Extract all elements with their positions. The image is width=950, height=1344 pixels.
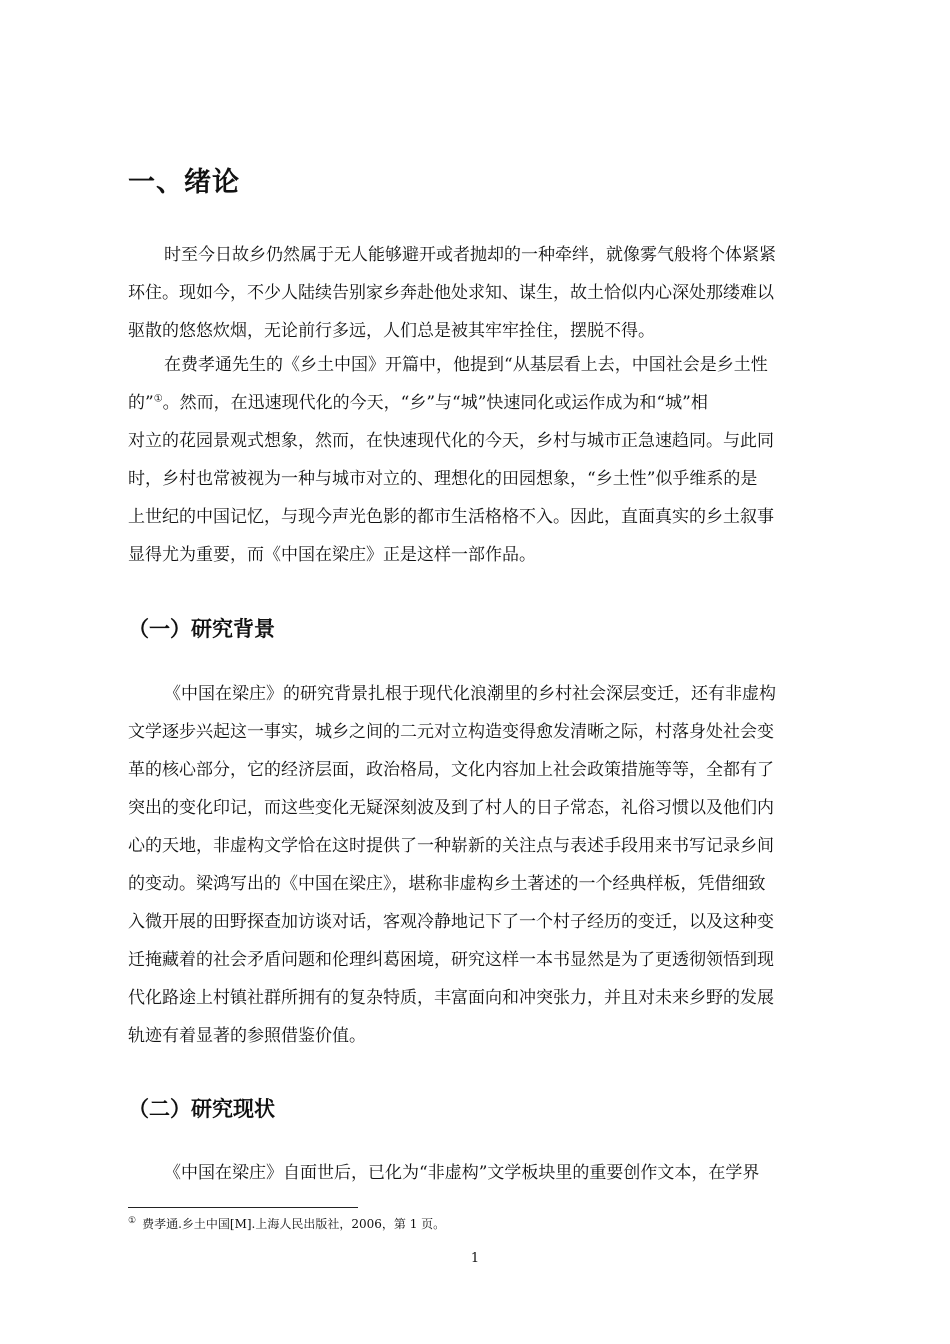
paragraph-line: 显得尤为重要，而《中国在梁庄》正是这样一部作品。	[128, 545, 536, 565]
paragraph-line: 迁掩藏着的社会矛盾问题和伦理纠葛困境，研究这样一本书显然是为了更透彻领悟到现	[128, 950, 774, 970]
research-background-paragraph	[128, 675, 858, 1055]
paragraph-line: 《中国在梁庄》的研究背景扎根于现代化浪潮里的乡村社会深层变迁，还有非虚构	[164, 684, 776, 704]
footnote-reference[interactable]: ①	[153, 393, 163, 405]
paragraph-line: 心的天地，非虚构文学恰在这时提供了一种崭新的关注点与表述手段用来书写记录乡间	[128, 836, 774, 856]
paragraph-line: 轨迹有着显著的参照借鉴价值。	[128, 1026, 366, 1046]
paragraph-line: 代化路途上村镇社群所拥有的复杂特质，丰富面向和冲突张力，并且对未来乡野的发展	[128, 988, 774, 1008]
paragraph-line: 文学逐步兴起这一事实，城乡之间的二元对立构造变得愈发清晰之际，村落身处社会变	[128, 722, 774, 742]
paragraph-line: 在费孝通先生的《乡土中国》开篇中，他提到“从基层看上去，中国社会是乡土性	[164, 355, 768, 375]
paragraph-line-with-footnote	[128, 384, 858, 422]
paragraph-line: 突出的变化印记，而这些变化无疑深刻波及到了村人的日子常态，礼俗习惯以及他们内	[128, 798, 774, 818]
research-status-paragraph	[128, 1154, 858, 1192]
page-number: 1	[470, 1251, 480, 1266]
footnote	[128, 1215, 445, 1232]
footnote-text: 费孝通.乡土中国[M].上海人民出版社，2006，第 1 页。	[142, 1217, 446, 1231]
paragraph-line: 驱散的悠悠炊烟，无论前行多远，人们总是被其牢牢拴住，摆脱不得。	[128, 321, 655, 341]
section-heading-research-status: （二）研究现状	[128, 1097, 275, 1121]
paragraph-line: 时，乡村也常被视为一种与城市对立的、理想化的田园想象，“乡土性”似乎维系的是	[128, 469, 758, 489]
paragraph-line: 对立的花园景观式想象，然而，在快速现代化的今天，乡村与城市正急速趋同。与此同	[128, 431, 774, 451]
footnote-mark: ①	[128, 1216, 137, 1226]
text-segment: 的”	[128, 393, 154, 413]
paragraph-line: 革的核心部分，它的经济层面，政治格局，文化内容加上社会政策措施等等，全都有了	[128, 760, 774, 780]
intro-paragraph-2	[128, 346, 858, 574]
text-segment: 。然而，在迅速现代化的今天，“乡”与“城”快速同化或运作成为和“城”相	[162, 393, 708, 413]
paragraph-line: 上世纪的中国记忆，与现今声光色影的都市生活格格不入。因此，直面真实的乡土叙事	[128, 507, 774, 527]
paragraph-line: 入微开展的田野探查加访谈对话，客观冷静地记下了一个村子经历的变迁，以及这种变	[128, 912, 774, 932]
intro-paragraph-1	[128, 236, 858, 350]
paragraph-line: 环住。现如今，不少人陆续告别家乡奔赴他处求知、谋生，故土恰似内心深处那缕难以	[128, 283, 774, 303]
paragraph-line: 的变动。梁鸿写出的《中国在梁庄》，堪称非虚构乡土著述的一个经典样板，凭借细致	[128, 874, 766, 894]
paragraph-line: 《中国在梁庄》自面世后，已化为“非虚构”文学板块里的重要创作文本，在学界	[164, 1163, 760, 1183]
chapter-heading: 一、绪论	[128, 167, 240, 198]
paragraph-line: 时至今日故乡仍然属于无人能够避开或者抛却的一种牵绊，就像雾气般将个体紧紧	[164, 245, 776, 265]
section-heading-research-background: （一）研究背景	[128, 617, 275, 641]
footnote-separator	[128, 1207, 358, 1208]
